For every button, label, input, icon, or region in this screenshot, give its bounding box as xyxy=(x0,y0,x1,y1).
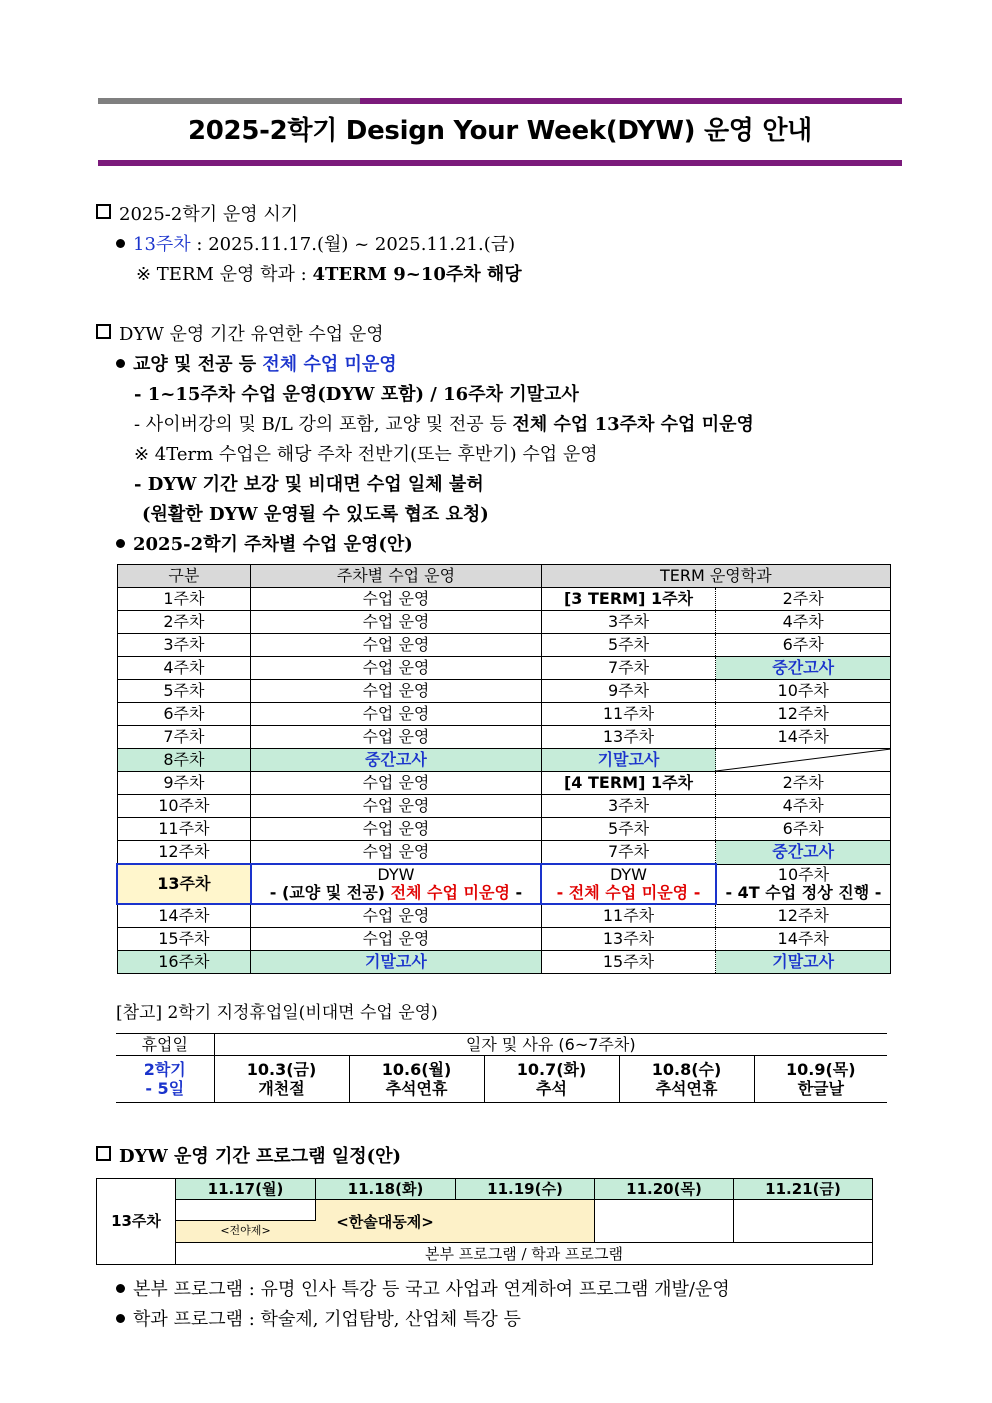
week-cell: 15주차 xyxy=(117,928,251,951)
operation-cell: 수업 운영 xyxy=(251,680,541,703)
term-cell-dyw-b: 10주차 - 4T 수업 정상 진행 - xyxy=(716,864,891,904)
term-cell-a: 기말고사 xyxy=(541,749,716,772)
term-cell-b: 12주차 xyxy=(716,904,891,928)
table-row xyxy=(117,795,891,818)
term-cell-a: 15주차 xyxy=(541,951,716,974)
bullet-icon xyxy=(116,359,125,368)
term-cell-dyw: DYW - 전체 수업 미운영 - xyxy=(541,864,716,904)
section-2-heading: DYW 운영 기간 유연한 수업 운영 xyxy=(96,320,384,346)
section-2-sub-5: (원활한 DYW 운영될 수 있도록 협조 요청) xyxy=(142,504,489,525)
holiday-caption: [참고] 2학기 지정휴업일(비대면 수업 운영) xyxy=(116,1003,438,1023)
operation-cell: 수업 운영 xyxy=(251,928,541,951)
operation-cell: 수업 운영 xyxy=(251,772,541,795)
table-row xyxy=(117,818,891,841)
section-3-heading: DYW 운영 기간 프로그램 일정(안) xyxy=(96,1142,401,1168)
holiday-day: 10.3(금) 개천절 xyxy=(214,1056,349,1103)
table-row xyxy=(117,703,891,726)
holiday-day: 10.6(월) 추석연휴 xyxy=(349,1056,484,1103)
term-cell-b: 14주차 xyxy=(716,726,891,749)
section-1-heading: 2025-2학기 운영 시기 xyxy=(96,200,298,226)
table-row xyxy=(117,772,891,795)
week-cell: 8주차 xyxy=(117,749,251,772)
term-cell-b: 2주차 xyxy=(716,588,891,611)
table-row xyxy=(117,841,891,865)
term-cell-b: 14주차 xyxy=(716,928,891,951)
holiday-day: 10.8(수) 추석연휴 xyxy=(619,1056,754,1103)
week-cell: 14주차 xyxy=(117,904,251,928)
table-row xyxy=(117,904,891,928)
table-row xyxy=(117,951,891,974)
term-cell-a: 3주차 xyxy=(541,611,716,634)
operation-cell: 중간고사 xyxy=(251,749,541,772)
section-2-sub-4: - DYW 기간 보강 및 비대면 수업 일체 불허 xyxy=(134,474,484,495)
holiday-row xyxy=(116,1056,887,1103)
term-cell-b: 12주차 xyxy=(716,703,891,726)
program-types: 본부 프로그램 / 학과 프로그램 xyxy=(176,1242,872,1265)
program-day-1: 11.17(월) xyxy=(176,1179,316,1200)
section-2-sub-1: - 1~15주차 수업 운영(DYW 포함) / 16주차 기말고사 xyxy=(134,384,579,405)
week-cell: 12주차 xyxy=(117,841,251,865)
week-cell: 7주차 xyxy=(117,726,251,749)
section-1-note: ※ TERM 운영 학과 : 4TERM 9~10주차 해당 xyxy=(136,264,522,285)
table-row xyxy=(117,928,891,951)
program-day-3: 11.19(수) xyxy=(456,1179,595,1200)
bullet-icon xyxy=(116,1284,125,1293)
title-bar-top-gray xyxy=(98,98,360,104)
term-cell-a: [4 TERM] 1주차 xyxy=(541,772,716,795)
program-day-4: 11.20(목) xyxy=(595,1179,734,1200)
table-row xyxy=(117,680,891,703)
title-bar-bottom xyxy=(98,160,902,166)
section-2-sub-2: - 사이버강의 및 B/L 강의 포함, 교양 및 전공 등 전체 수업 13주차 수업 미운영 xyxy=(134,414,754,435)
term-cell-a: 13주차 xyxy=(541,928,716,951)
program-note-2: 학과 프로그램 : 학술제, 기업탐방, 산업체 특강 등 xyxy=(116,1305,521,1331)
holiday-table xyxy=(116,1033,887,1103)
program-note-1: 본부 프로그램 : 유명 인사 특강 등 국고 사업과 연계하여 프로그램 개발/운영 xyxy=(116,1275,730,1301)
week-cell: 10주차 xyxy=(117,795,251,818)
title-bar-top-purple xyxy=(360,98,902,104)
term-cell-a: 3주차 xyxy=(541,795,716,818)
table-row xyxy=(117,657,891,680)
term-cell-empty xyxy=(716,749,891,772)
term-cell-a: 5주차 xyxy=(541,818,716,841)
thu-fri-divider xyxy=(733,1200,734,1242)
week-cell: 16주차 xyxy=(117,951,251,974)
holiday-day: 10.9(목) 한글날 xyxy=(754,1056,887,1103)
term-cell-a: 11주차 xyxy=(541,904,716,928)
week-cell: 5주차 xyxy=(117,680,251,703)
operation-cell: 수업 운영 xyxy=(251,703,541,726)
weekly-schedule-table xyxy=(116,564,891,974)
table-row xyxy=(117,611,891,634)
week-cell: 4주차 xyxy=(117,657,251,680)
operation-cell: 수업 운영 xyxy=(251,818,541,841)
term-cell-b: 기말고사 xyxy=(716,951,891,974)
term-cell-b: 중간고사 xyxy=(716,841,891,865)
bullet-icon xyxy=(116,539,125,548)
week-cell: 6주차 xyxy=(117,703,251,726)
checkbox-square-icon xyxy=(96,324,111,339)
week-cell: 11주차 xyxy=(117,818,251,841)
checkbox-square-icon xyxy=(96,204,111,219)
operation-cell: 수업 운영 xyxy=(251,795,541,818)
term-cell-a: [3 TERM] 1주차 xyxy=(541,588,716,611)
term-cell-a: 7주차 xyxy=(541,841,716,865)
program-schedule xyxy=(96,1178,873,1265)
term-cell-a: 7주차 xyxy=(541,657,716,680)
term-cell-a: 13주차 xyxy=(541,726,716,749)
program-week: 13주차 xyxy=(97,1179,176,1264)
table-row xyxy=(117,634,891,657)
term-cell-b: 2주차 xyxy=(716,772,891,795)
checkbox-square-icon xyxy=(96,1146,111,1161)
section-2-sub-3: ※ 4Term 수업은 해당 주차 전반기(또는 후반기) 수업 운영 xyxy=(134,444,598,465)
operation-cell: 수업 운영 xyxy=(251,634,541,657)
section-2-bullet-1: 교양 및 전공 등 전체 수업 미운영 xyxy=(116,350,397,376)
week-cell-dyw: 13주차 xyxy=(117,864,251,904)
week-cell: 1주차 xyxy=(117,588,251,611)
operation-cell: 수업 운영 xyxy=(251,904,541,928)
holiday-day: 10.7(화) 추석 xyxy=(484,1056,619,1103)
table-row xyxy=(117,726,891,749)
week-cell: 2주차 xyxy=(117,611,251,634)
table-row xyxy=(117,588,891,611)
operation-cell: 수업 운영 xyxy=(251,841,541,865)
holiday-col2: 일자 및 사유 (6~7주차) xyxy=(214,1034,887,1056)
page-title: 2025-2학기 Design Your Week(DYW) 운영 안내 xyxy=(187,116,813,146)
week-cell: 3주차 xyxy=(117,634,251,657)
header-term-departments: TERM 운영학과 xyxy=(541,565,890,588)
term-cell-a: 5주차 xyxy=(541,634,716,657)
operation-cell: 수업 운영 xyxy=(251,657,541,680)
program-day-2: 11.18(화) xyxy=(316,1179,456,1200)
schedule-header-row xyxy=(117,565,891,588)
operation-cell: 기말고사 xyxy=(251,951,541,974)
header-week: 구분 xyxy=(117,565,251,588)
term-cell-b: 중간고사 xyxy=(716,657,891,680)
week-cell: 9주차 xyxy=(117,772,251,795)
program-day-5: 11.21(금) xyxy=(734,1179,872,1200)
table-row xyxy=(117,749,891,772)
operation-cell: 수업 운영 xyxy=(251,611,541,634)
term-cell-b: 6주차 xyxy=(716,634,891,657)
bullet-icon xyxy=(116,1314,125,1323)
section-1-period: 13주차 : 2025.11.17.(월) ~ 2025.11.21.(금) xyxy=(116,230,515,256)
eve-label: <전야제> xyxy=(220,1224,271,1237)
holiday-header-row xyxy=(116,1034,887,1056)
bullet-icon xyxy=(116,239,125,248)
operation-cell: 수업 운영 xyxy=(251,588,541,611)
operation-cell: 수업 운영 xyxy=(251,726,541,749)
section-2-bullet-2: 2025-2학기 주차별 수업 운영(안) xyxy=(116,530,413,556)
holiday-col1: 휴업일 xyxy=(116,1034,214,1056)
term-cell-a: 9주차 xyxy=(541,680,716,703)
term-cell-b: 4주차 xyxy=(716,611,891,634)
holiday-count: 2학기 - 5일 xyxy=(116,1056,214,1103)
term-cell-b: 4주차 xyxy=(716,795,891,818)
term-cell-b: 6주차 xyxy=(716,818,891,841)
festival-label: <한솔대동제> xyxy=(336,1213,434,1231)
diagonal-line xyxy=(716,749,891,771)
term-cell-a: 11주차 xyxy=(541,703,716,726)
header-weekly-operation: 주차별 수업 운영 xyxy=(251,565,541,588)
operation-cell-dyw: DYW - (교양 및 전공) 전체 수업 미운영 - xyxy=(251,864,541,904)
term-cell-b: 10주차 xyxy=(716,680,891,703)
table-row-dyw xyxy=(117,864,891,904)
